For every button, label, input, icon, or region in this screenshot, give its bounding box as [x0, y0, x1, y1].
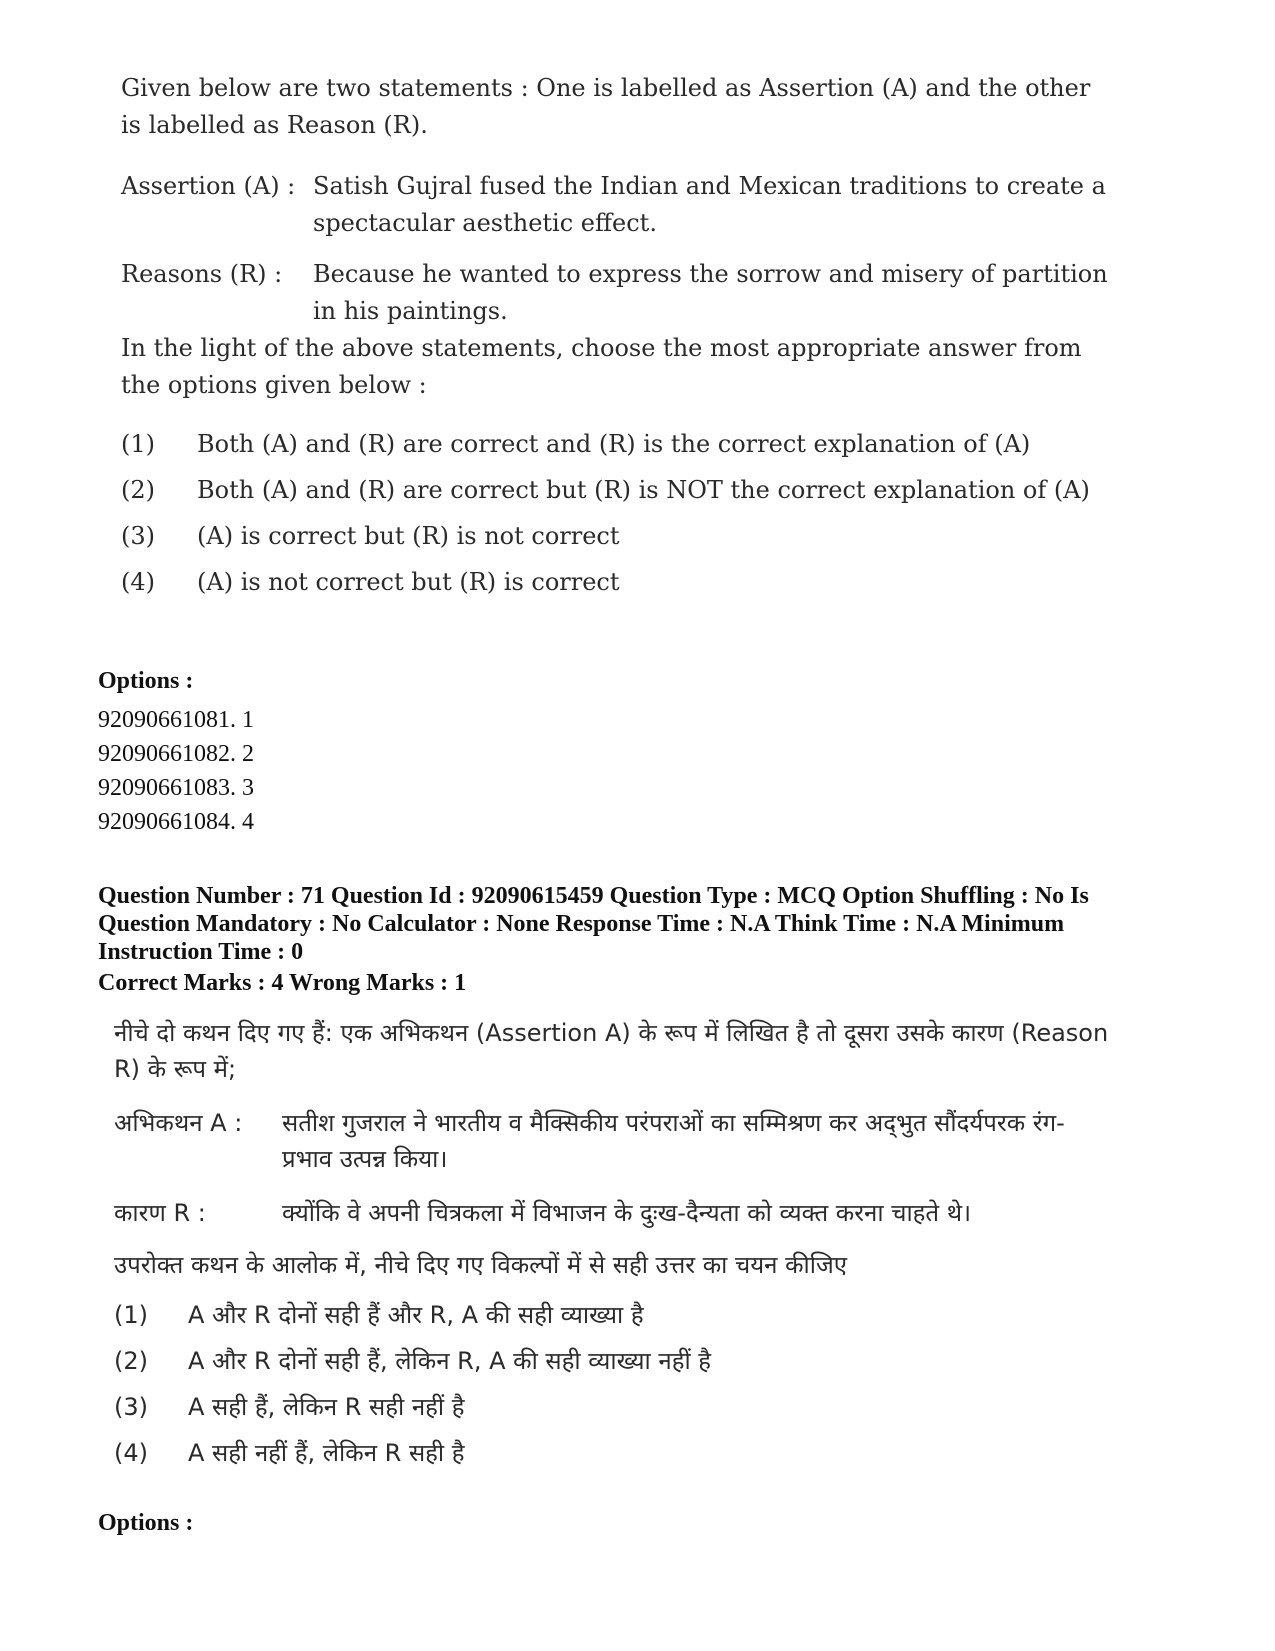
choice-text: (A) is correct but (R) is not correct	[197, 522, 620, 550]
options-heading: Options :	[98, 668, 194, 694]
hindi-answer-choice	[114, 1297, 1114, 1333]
reason-statement	[121, 256, 1111, 330]
assertion-statement	[121, 168, 1111, 242]
option-id-item: 92090661084. 4	[98, 809, 254, 835]
answer-choices	[121, 426, 1111, 601]
question-instruction: In the light of the above statements, choose the most appropriate answer from the options given below :	[121, 334, 1082, 399]
choice-number: (4)	[114, 1439, 148, 1467]
choice-text: A सही नहीं हैं, लेकिन R सही है	[188, 1439, 465, 1467]
metadata-line: Instruction Time : 0	[98, 939, 304, 965]
question-marks: Correct Marks : 4 Wrong Marks : 1	[98, 970, 467, 996]
assertion-text: Satish Gujral fused the Indian and Mexican traditions to create a spectacular aesthetic effect.	[313, 172, 1106, 237]
choice-number: (2)	[121, 476, 155, 504]
choice-number: (1)	[121, 430, 155, 458]
choice-number: (3)	[121, 522, 155, 550]
hindi-assertion-text: सतीश गुजराल ने भारतीय व मैक्सिकीय परंपराओं का सम्मिश्रण कर अद्‌भुत सौंदर्यपरक रंग-प्रभाव उत्पन्न किया।	[282, 1109, 1065, 1173]
options-heading: Options :	[98, 1510, 194, 1536]
choice-number: (1)	[114, 1301, 148, 1329]
choice-text: Both (A) and (R) are correct and (R) is the correct explanation of (A)	[197, 430, 1031, 458]
option-id-item: 92090661083. 3	[98, 775, 254, 801]
choice-text: Both (A) and (R) are correct but (R) is NOT the correct explanation of (A)	[197, 476, 1090, 504]
hindi-assertion-label: अभिकथन A :	[114, 1109, 243, 1137]
answer-choice	[121, 518, 1111, 555]
choice-text: A सही हैं, लेकिन R सही नहीं है	[188, 1393, 465, 1421]
english-question	[121, 70, 1111, 601]
answer-choice	[121, 564, 1111, 601]
hindi-reason-statement	[114, 1195, 1114, 1231]
option-id-item: 92090661081. 1	[98, 707, 254, 733]
hindi-assertion-statement	[114, 1105, 1114, 1177]
choice-text: (A) is not correct but (R) is correct	[197, 568, 620, 596]
metadata-line: Question Mandatory : No Calculator : None Response Time : N.A Think Time : N.A Minimum	[98, 911, 1065, 937]
answer-choice	[121, 426, 1111, 463]
option-id-list	[98, 703, 254, 839]
choice-number: (3)	[114, 1393, 148, 1421]
hindi-reason-text: क्योंकि वे अपनी चित्रकला में विभाजन के दुःख-दैन्यता को व्यक्त करना चाहते थे।	[282, 1199, 972, 1227]
question-metadata	[98, 882, 1178, 966]
hindi-answer-choices	[114, 1297, 1114, 1471]
option-id-item: 92090661082. 2	[98, 741, 254, 767]
reason-label: Reasons (R) :	[121, 260, 283, 288]
metadata-line: Question Number : 71 Question Id : 92090615459 Question Type : MCQ Option Shuffling : No Is	[98, 883, 1089, 909]
hindi-answer-choice	[114, 1435, 1114, 1471]
assertion-label: Assertion (A) :	[121, 172, 296, 200]
answer-choice	[121, 472, 1111, 509]
choice-text: A और R दोनों सही हैं, लेकिन R, A की सही व्याख्या नहीं है	[188, 1347, 712, 1375]
hindi-reason-label: कारण R :	[114, 1199, 206, 1227]
hindi-answer-choice	[114, 1389, 1114, 1425]
hindi-answer-choice	[114, 1343, 1114, 1379]
question-intro: Given below are two statements : One is labelled as Assertion (A) and the other is labelled as Reason (R).	[121, 74, 1091, 139]
choice-number: (2)	[114, 1347, 148, 1375]
hindi-question-intro: नीचे दो कथन दिए गए हैं: एक अभिकथन (Assertion A) के रूप में लिखित है तो दूसरा उसके कारण (Reason R) के रूप में;	[114, 1019, 1109, 1083]
hindi-question-instruction: उपरोक्त कथन के आलोक में, नीचे दिए गए विकल्पों में से सही उत्तर का चयन कीजिए	[114, 1251, 848, 1279]
hindi-question	[114, 1015, 1114, 1471]
reason-text: Because he wanted to express the sorrow and misery of partition in his paintings.	[313, 260, 1108, 325]
choice-text: A और R दोनों सही हैं और R, A की सही व्याख्या है	[188, 1301, 644, 1329]
choice-number: (4)	[121, 568, 155, 596]
